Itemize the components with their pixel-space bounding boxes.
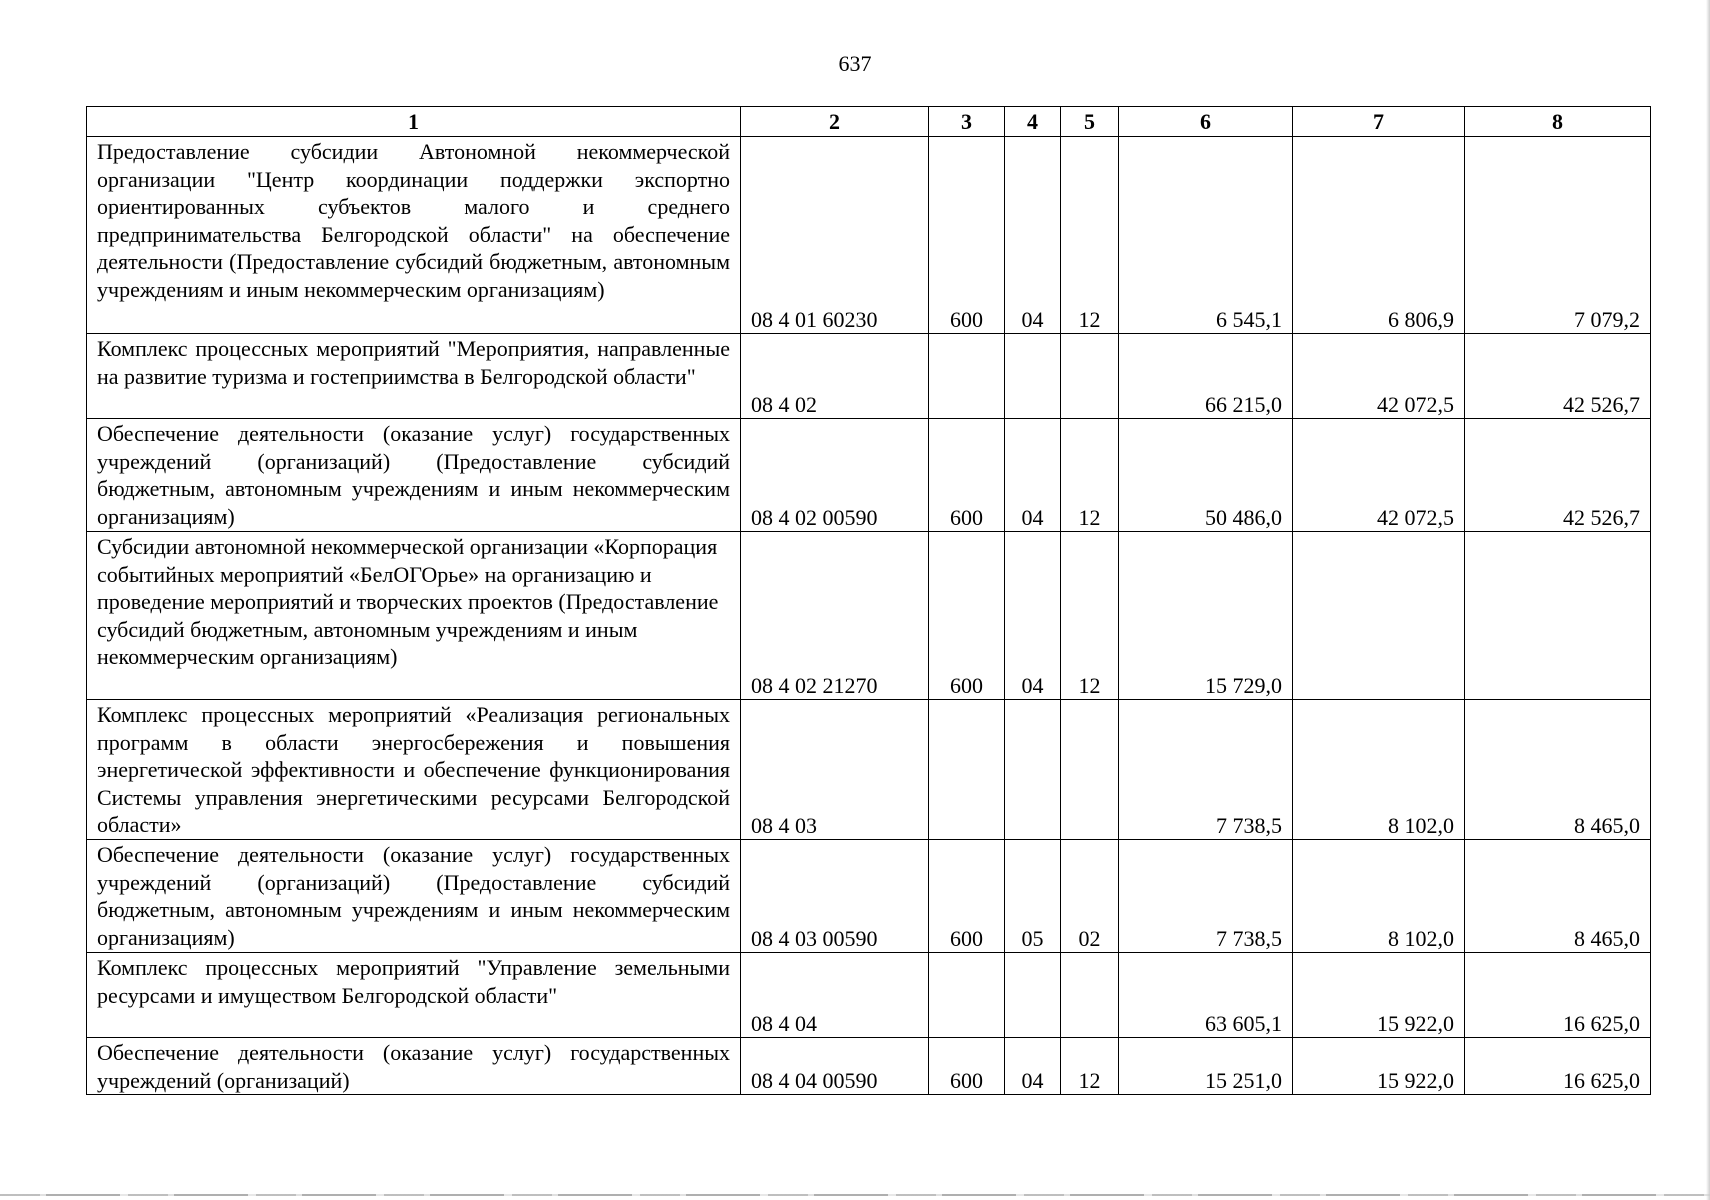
row-value-2: 8 102,0 [1293,700,1465,840]
scan-edge-shadow [1706,0,1710,1200]
row-value-1: 50 486,0 [1119,419,1293,532]
header-col-5: 5 [1061,107,1119,137]
table-row [87,419,1651,532]
row-rz: 04 [1005,1038,1061,1095]
row-name: Комплекс процессных мероприятий "Мероприятия, направленные на развитие туризма и гостеприимства в Белгородской области" [87,334,741,419]
row-pr [1061,953,1119,1038]
header-col-2: 2 [741,107,929,137]
row-value-1: 7 738,5 [1119,840,1293,953]
row-vr [929,953,1005,1038]
table-row [87,532,1651,700]
row-rz: 04 [1005,137,1061,334]
row-value-2: 6 806,9 [1293,137,1465,334]
row-code: 08 4 03 [741,700,929,840]
header-col-6: 6 [1119,107,1293,137]
row-rz [1005,700,1061,840]
row-value-3: 7 079,2 [1465,137,1651,334]
row-rz [1005,334,1061,419]
row-value-3 [1465,532,1651,700]
row-value-2 [1293,532,1465,700]
row-value-3: 16 625,0 [1465,1038,1651,1095]
row-code: 08 4 03 00590 [741,840,929,953]
row-value-1: 7 738,5 [1119,700,1293,840]
row-name: Обеспечение деятельности (оказание услуг) государственных учреждений (организаций) (Предоставление субсидий бюджетным, автономным учреждениям и иным некоммерческим организациям) [87,419,741,532]
row-rz: 04 [1005,532,1061,700]
row-code: 08 4 04 [741,953,929,1038]
row-value-3: 8 465,0 [1465,700,1651,840]
header-row [87,107,1651,137]
row-name: Обеспечение деятельности (оказание услуг) государственных учреждений (организаций) [87,1038,741,1095]
row-rz: 05 [1005,840,1061,953]
row-value-3: 8 465,0 [1465,840,1651,953]
row-value-2: 8 102,0 [1293,840,1465,953]
row-name: Предоставление субсидии Автономной некоммерческой организации "Центр координации поддержки экспортно ориентированных субъектов малого и среднего предпринимательства Белгородской области" на обеспечение деятельности (Предоставление субсидий бюджетным, автономным учреждениям и иным некоммерческим организациям) [87,137,741,334]
row-pr [1061,334,1119,419]
header-col-4: 4 [1005,107,1061,137]
row-value-1: 66 215,0 [1119,334,1293,419]
row-vr [929,334,1005,419]
table-row [87,1038,1651,1095]
row-rz [1005,953,1061,1038]
header-col-1: 1 [87,107,741,137]
row-vr [929,700,1005,840]
row-code: 08 4 02 [741,334,929,419]
row-value-3: 42 526,7 [1465,419,1651,532]
row-name: Обеспечение деятельности (оказание услуг) государственных учреждений (организаций) (Предоставление субсидий бюджетным, автономным учреждениям и иным некоммерческим организациям) [87,840,741,953]
row-code: 08 4 01 60230 [741,137,929,334]
row-name: Комплекс процессных мероприятий «Реализация региональных программ в области энергосбережения и повышения энергетической эффективности и обеспечение функционирования Системы управления энергетическими ресурсами Белгородской области» [87,700,741,840]
header-col-8: 8 [1465,107,1651,137]
row-pr: 02 [1061,840,1119,953]
row-name: Субсидии автономной некоммерческой организации «Корпорация событийных мероприятий «БелОГОрье» на организацию и проведение мероприятий и творческих проектов (Предоставление субсидий бюджетным, автономным учреждениям и иным некоммерческим организациям) [87,532,741,700]
row-code: 08 4 02 21270 [741,532,929,700]
row-pr [1061,700,1119,840]
row-value-3: 42 526,7 [1465,334,1651,419]
row-value-2: 15 922,0 [1293,953,1465,1038]
row-name: Комплекс процессных мероприятий "Управление земельными ресурсами и имуществом Белгородской области" [87,953,741,1038]
row-value-1: 15 729,0 [1119,532,1293,700]
row-code: 08 4 04 00590 [741,1038,929,1095]
table-row [87,334,1651,419]
table-row [87,953,1651,1038]
row-pr: 12 [1061,1038,1119,1095]
row-value-3: 16 625,0 [1465,953,1651,1038]
table-row [87,137,1651,334]
row-value-2: 15 922,0 [1293,1038,1465,1095]
table-row [87,840,1651,953]
row-value-2: 42 072,5 [1293,334,1465,419]
scan-artifact-line [0,1194,1710,1196]
row-value-1: 15 251,0 [1119,1038,1293,1095]
row-vr: 600 [929,840,1005,953]
row-value-1: 63 605,1 [1119,953,1293,1038]
row-pr: 12 [1061,419,1119,532]
row-value-1: 6 545,1 [1119,137,1293,334]
row-vr: 600 [929,532,1005,700]
row-vr: 600 [929,137,1005,334]
row-vr: 600 [929,1038,1005,1095]
header-col-7: 7 [1293,107,1465,137]
row-vr: 600 [929,419,1005,532]
table-row [87,700,1651,840]
row-value-2: 42 072,5 [1293,419,1465,532]
row-pr: 12 [1061,532,1119,700]
page-number: 637 [838,51,872,76]
row-rz: 04 [1005,419,1061,532]
row-pr: 12 [1061,137,1119,334]
row-code: 08 4 02 00590 [741,419,929,532]
header-col-3: 3 [929,107,1005,137]
budget-table [86,106,1651,1095]
